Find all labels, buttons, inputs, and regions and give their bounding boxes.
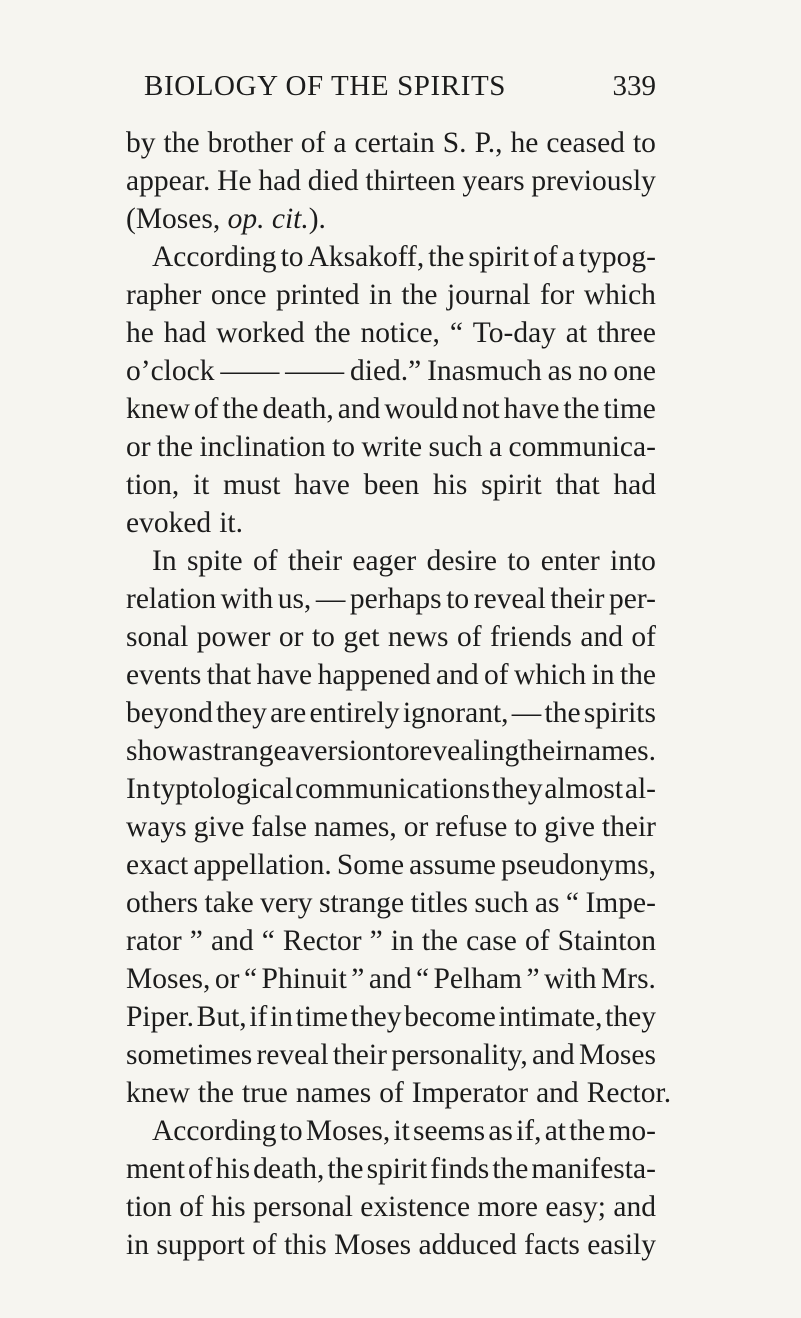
running-title: BIOLOGY OF THE SPIRITS: [144, 70, 507, 102]
text-line: knew the true names of Imperator and Rector.: [126, 1077, 672, 1109]
text-line: sonal power or to get news of friends and of: [126, 621, 656, 653]
text-line: In typtological communications they almost al-: [126, 773, 656, 805]
text-line: evoked it.: [126, 507, 243, 539]
page-number: 339: [612, 70, 656, 102]
text-line: According to Moses, it seems as if, at the mo-: [152, 1115, 656, 1147]
text-line: in support of this Moses adduced facts easily: [126, 1229, 656, 1261]
italic-citation: op. cit.: [227, 203, 309, 235]
text-line: tion, it must have been his spirit that had: [126, 469, 656, 501]
text-line: rapher once printed in the journal for which: [126, 279, 656, 311]
text-line: knew of the death, and would not have the time: [126, 393, 656, 425]
text-line: ment of his death, the spirit finds the manifesta-: [126, 1153, 656, 1185]
text-line: tion of his personal existence more easy; and: [126, 1191, 656, 1223]
text-line: show a strange aversion to revealing their names.: [126, 735, 657, 767]
text-line: others take very strange titles such as “ Impe-: [126, 887, 656, 919]
text-line: he had worked the notice, “ To-day at three: [126, 317, 656, 349]
text-line: sometimes reveal their personality, and Moses: [126, 1039, 656, 1071]
text-line: [126, 200, 656, 238]
text-line: by the brother of a certain S. P., he ceased to: [126, 127, 656, 159]
text-line: exact appellation. Some assume pseudonyms,: [126, 849, 656, 881]
text-line: According to Aksakoff, the spirit of a typog-: [152, 241, 656, 273]
page-header: [126, 72, 656, 112]
text-line: events that have happened and of which in the: [126, 659, 656, 691]
text-line: relation with us, — perhaps to reveal their per-: [126, 583, 656, 615]
text-line: ways give false names, or refuse to give their: [126, 811, 656, 843]
text-line: or the inclination to write such a communica-: [126, 431, 656, 463]
text-line: Piper. But, if in time they become intimate, they: [126, 1001, 656, 1033]
text-line: rator ” and “ Rector ” in the case of Stainton: [126, 925, 656, 957]
text-line: appear. He had died thirteen years previously: [126, 165, 656, 197]
text-line: beyond they are entirely ignorant, — the spirits: [126, 697, 656, 729]
body-text: [126, 124, 672, 1264]
text-line: o’clock —— —— died.” Inasmuch as no one: [126, 355, 656, 387]
text-line: In spite of their eager desire to enter into: [152, 545, 656, 577]
text-segment: ).: [308, 203, 326, 235]
text-segment: (Moses,: [126, 203, 228, 235]
text-line: Moses, or “ Phinuit ” and “ Pelham ” with Mrs.: [126, 963, 656, 995]
